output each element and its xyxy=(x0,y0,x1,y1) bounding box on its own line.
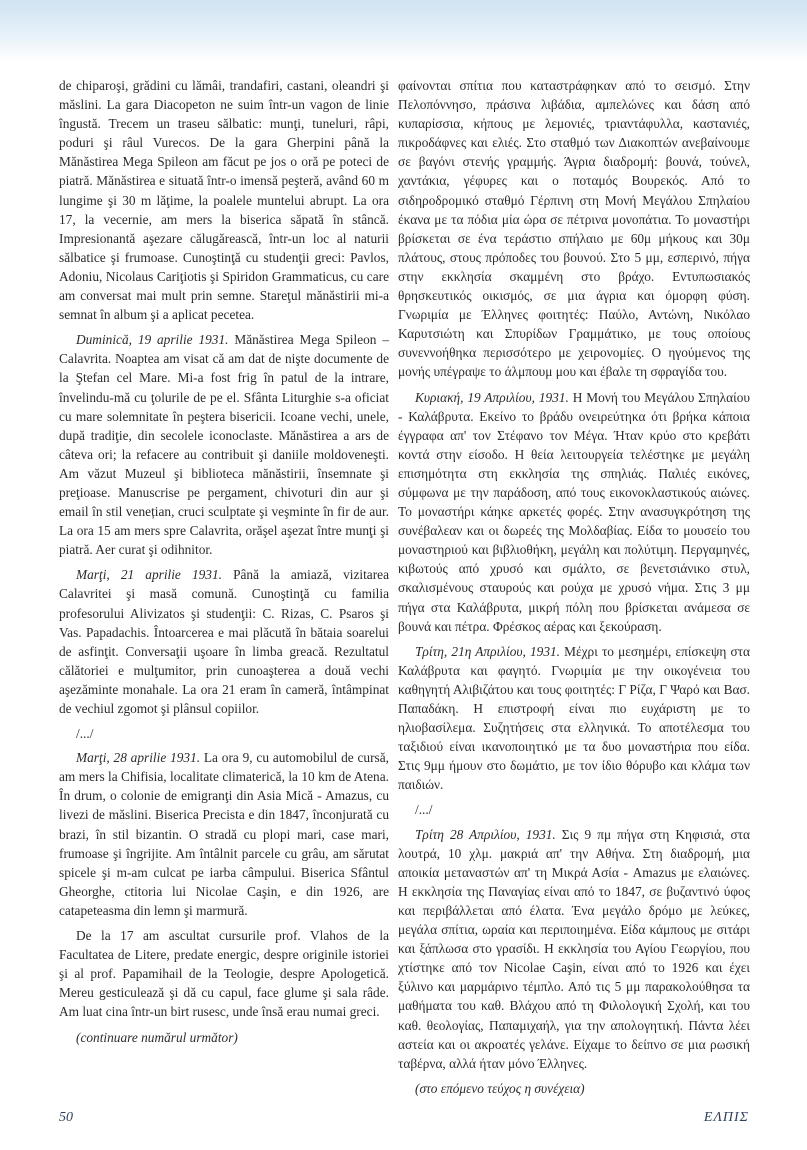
journal-name: ΕΛΠΙΣ xyxy=(703,1110,749,1125)
entry-text: La ora 9, cu automobilul de cursă, am mers la Chifisia, localitate climaterică, la 10 km de Atena. În drum, o colonie de emigranţi din Asia Mică - Amazus, cu livezi de măslini. Biserica Precista e din 1847, înconjurată cu brazi, în stil bizantin. O stradă cu plopi mari, case mari, frumoase şi îngrijite. Am întâlnit parcele cu grâu, am sărutat spicele şi m-am culcat pe iarba câmpului. Biserica Sfântul Gheorghe, ctitoria lui Nicolae Caşin, e din 1926, are catapeteasma din lemn şi marmură. xyxy=(59,750,390,918)
page-number: 50 xyxy=(59,1110,73,1125)
continuation-note: (continuare numărul următor) xyxy=(76,1029,238,1045)
diary-entry xyxy=(59,330,389,559)
left-column-romanian xyxy=(59,76,389,1053)
entry-date: Marţi, 28 aprilie 1931. xyxy=(76,750,201,766)
right-column-greek xyxy=(398,76,750,1104)
header-band xyxy=(0,0,807,62)
diary-entry xyxy=(59,748,389,920)
paragraph: φαίνονται σπίτια που καταστράφηκαν από το σεισμό. Στην Πελοπόννησο, πράσινα λιβάδια, αμπελώνες και δάση από κυπαρίσσια, κήπους με λεμονιές, τριαντάφυλλα, καστανιές, πικροδάφνες και ελιές. Στο σταθμό των Διακοπτών ανεβαίνουμε σε βαγόνι στενής γραμμής. Άγρια διαδρομή: βουνά, τούνελ, χαντάκια, γέφυρες και ο ποταμός Βουρεκός. Από το σιδηροδρομικό σταθμό Γέρπινη στη Μονή Μεγάλου Σπηλαίου έκανα με τα πόδια μία ώρα σε πέτρινα μονοπάτια. Το μοναστήρι βρίσκεται σε ένα τεράστιο σπήλαιο με 60μ μήκους και 30μ πλάτους, στους πρόποδες του βουνού. Στο 5 μμ, εσπερινό, πήγα στην εκκλησία σκαμμένη στο βράχο. Εντυπωσιακός θρησκευτικός οικισμός, σε μια άγρια και όμορφη φύση. Γνωριμία με Έλληνες φοιτητές: Παύλο, Αντώνη, Νικόλαο Καρυτσιώτη και Σπυρίδων Γραμμάτικο, με τους οποίους συνεννοήθηκα περισσότερο με χειρονομίες. Ο ηγούμενος της μονής υπέγραψε το άλμπουμ μου και έβαλε τη σφραγίδα του. xyxy=(398,78,750,380)
entry-text: Η Μονή του Μεγάλου Σπηλαίου - Καλάβρυτα. Εκείνο το βράδυ ονειρεύτηκα ότι βρήκα κάποια έγγραφα απ' τον Στέφανο τον Μέγα. Ήταν κρύο στο κρεβάτι κοντά στην είσοδο. Η θεία λειτουργεία τελέστηκε με μεγάλη επισημότητα στη εκκλησία της σπηλιάς. Παλιές εικόνες, σύμφωνα με την παράδοση, από τους εικονοκλαστικούς αιώνες. Το μοναστήρι κάηκε αρκετές φορές. Στην ανασυγκρότηση της συνέβαλεαν και οι δωρεές της Μολδαβίας. Είδα το μουσείο του μοναστηριού και βιβλιοθήκη, μεγάλη και πολύτιμη. Περγαμηνές, κιβωτούς από χρυσό και σμάλτο, σε βενετσιάνικο στυλ, σκαλισμένους σταυρούς και ρούχα με χρυσό νήμα. Στις 3 μμ πήγα στα Καλάβρυτα, μικρή πόλη που βρίσκεται ανάμεσα σε βουνά και πέτρα. Φρέσκος αέρας και ξεκούραση. xyxy=(398,389,750,634)
entry-date: Marţi, 21 aprilie 1931. xyxy=(76,567,222,583)
paragraph: de chiparoşi, grădini cu lămâi, trandafiri, castani, oleandri şi măslini. La gara Diacopeton ne suim într-un vagon de linie îngustă. Trecem un traseu sălbatic: munţi, tuneluri, râpi, poduri şi râul Vurecos. De la gara Gherpini până la Mănăstirea Mega Spileon am făcut pe jos o oră pe poteci de piatră. Mănăstirea e situată într-o imensă peşteră, având 60 m lungime şi 30 m lăţime, la poalele muntelui abrupt. La ora 17, la vecernie, am mers la biserica săpată în stâncă. Impresionantă aşezare călugărească, într-un loc al naturii sălbatice şi frumoase. Cunoştinţă cu studenţii greci: Pavlos, Adoniu, Nicolaus Cariţiotis şi Spiridon Grammaticus, cu care am conversat mai mult prin semne. Stareţul mănăstirii mi-a semnat în album şi a aplicat pecetea. xyxy=(59,78,389,323)
entry-date: Τρίτη, 21η Απριλίου, 1931. xyxy=(415,643,561,659)
diary-entry xyxy=(398,825,750,1073)
diary-entry xyxy=(398,388,750,636)
entry-text: Σις 9 πμ πήγα στη Κηφισιά, στα λουτρά, 10 χλμ. μακριά απ' την Αθήνα. Στη διαδρομή, μια αποικία μεταναστών απ' τη Μικρά Ασία - Amazus με ελαιώνες. Η εκκλησία της Παναγίας είναι από το 1847, σε βυζαντινό ύφος και περιβάλλεται από έλατα. Ένα μεγάλο δρόμο με λεύκες, μεγάλα σπίτια, ωραία και περιποιημένα. Είδα κάμπους με σιτάρι και ξάπλωσα στο γρασίδι. Η εκκλησία του Αγίου Γεωργίου, που χτίστηκε από τον Nicolae Caşin, είναι από το 1926 και έχει ξύλινο και μαρμάρινο τέμπλο. Από τις 5 μμ παρακολούθησα τα μαθήματα του καθ. Βλάχου από τη Φιλολογική Σχολή, και του καθ. θεολογίας, Παπαμιχαήλ, για την απολογητική. Πάντα λέει αστεία και οι ακροατές γελάνε. Είχαμε το δείπνο σε μια ρωσική ταβέρνα, αλλά ήταν μόνο Έλληνες. xyxy=(398,826,750,1071)
diary-entry xyxy=(398,642,750,795)
omission-marker: /.../ xyxy=(76,726,94,742)
entry-date: Duminică, 19 aprilie 1931. xyxy=(76,332,229,348)
paragraph: De la 17 am ascultat cursurile prof. Vlahos de la Facultatea de Litere, predate energic, despre originile istoriei şi al prof. Papamihail de la Teologie, despre Apologetică. Mereu gesticulează şi dă cu capul, face glume şi sala râde. Am luat cina într-un birt rusesc, unde însă erau numai greci. xyxy=(59,928,389,1020)
entry-text: Mănăstirea Mega Spileon – Calavrita. Noaptea am visat că am dat de nişte documente de la Ştefan cel Mare. Mi-a fost frig în patul de la intrare, învelindu-mă cu ţolurile de pe el. Sfânta Liturghie s-a oficiat cu mare solemnitate în peştera bisericii. Icoane vechi, unele, după tradiţie, din secolele iconoclaste. Mănăstirea a ars de câteva ori; la refacere au contribuit şi daniile moldoveneşti. Am văzut Muzeul şi biblioteca mănăstirii, însemnate şi preţioase. Manuscrise pe pergament, chivoturi din aur şi email în stil venețian, cruci sculptate şi veşminte în fir de aur. La ora 15 am mers spre Calavrita, orăşel aşezat între munţi şi piatră. Aer curat şi odihnitor. xyxy=(59,332,390,558)
diary-entry xyxy=(59,565,389,718)
entry-text: Până la amiază, vizitarea Calavritei şi masă comună. Cunoştinţă cu familia profesorului Alivizatos şi studenţii: C. Rizas, C. Psaros şi Vas. Papadachis. Întoarcerea e mai plăcută în bătaia soarelui de asfinţit. Conversaţii uşoare în limba greacă. Rezultatul călătoriei e mulţumitor, prin cunoaşterea a două vechi aşezăminte monahale. La ora 21 eram în cameră, întâmpinat de vechiul zgomot şi plânsul copiilor. xyxy=(59,567,389,716)
entry-text: Μέχρι το μεσημέρι, επίσκεψη στα Καλάβρυτα και φαγητό. Γνωριμία με την οικογένεια του καθηγητή Αλιβιζάτου και τους φοιτητές: Γ Ρίζα, Γ Ψαρό και Βασ. Παπαδάκη. Η επιστροφή είναι πιο ευχάριστη με το ηλιοβασίλεμα. Συζητήσεις στα ελληνικά. Το αποτέλεσμα του ταξιδιού είναι ικανοποιητικό με τα δυο μοναστήρια που είδα. Στις 9μμ ήμουν στο δωμάτιο, με τον ίδιο θόρυβο και κλάμα των παιδιών. xyxy=(398,643,751,793)
omission-marker: /.../ xyxy=(415,802,433,818)
entry-date: Κυριακή, 19 Απριλίου, 1931. xyxy=(415,389,569,405)
continuation-note: (στο επόμενο τεύχος η συνέχεια) xyxy=(415,1080,585,1096)
entry-date: Τρίτη 28 Απριλίου, 1931. xyxy=(415,826,556,842)
